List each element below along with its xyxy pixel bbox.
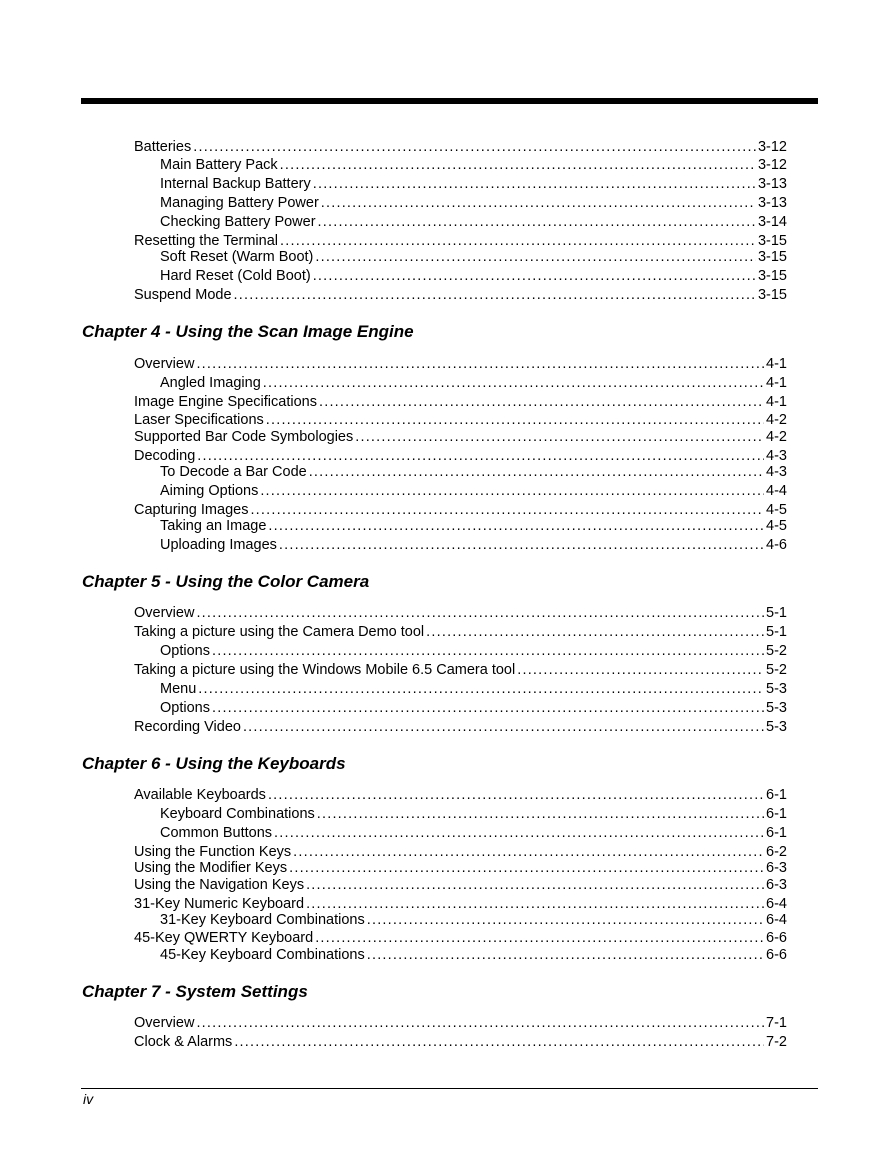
dot-leader [266, 412, 764, 428]
toc-entry[interactable] [134, 603, 787, 621]
toc-entry-label: Batteries [134, 139, 192, 155]
toc-entry-label: Laser Specifications [134, 412, 264, 428]
toc-entry-page: 5-2 [766, 643, 787, 659]
dot-leader [212, 643, 764, 659]
toc-entry-label: Suspend Mode [134, 287, 232, 303]
toc-entry-page: 5-2 [766, 662, 787, 678]
toc-entry-page: 5-1 [766, 605, 787, 621]
toc-entry-page: 3-14 [757, 214, 787, 230]
toc-entry[interactable] [134, 392, 787, 410]
dot-leader [274, 825, 764, 841]
toc-entry-label: 45-Key QWERTY Keyboard [134, 930, 314, 946]
toc-entry-page: 4-6 [766, 537, 787, 553]
dot-leader [234, 287, 756, 303]
toc-entry-label: Supported Bar Code Symbologies [134, 429, 354, 445]
dot-leader [198, 681, 764, 697]
toc-entry-page: 4-4 [766, 483, 787, 499]
toc-entry-page: 6-1 [766, 806, 787, 822]
toc-entry-label: Aiming Options [160, 483, 259, 499]
toc-entry-page: 4-1 [766, 394, 787, 410]
toc-entry-page: 3-12 [757, 157, 787, 173]
toc-entry-label: Internal Backup Battery [160, 176, 311, 192]
toc-entry-label: Decoding [134, 448, 196, 464]
toc-entry-page: 3-15 [757, 233, 787, 249]
toc-entry-page: 4-1 [766, 375, 787, 391]
dot-leader [426, 624, 764, 640]
toc-entry-label: Options [160, 643, 210, 659]
toc-entry-label: Managing Battery Power [160, 195, 319, 211]
toc-entry[interactable] [160, 266, 787, 284]
dot-leader [196, 605, 764, 621]
dot-leader [313, 268, 756, 284]
toc-entry-page: 4-1 [766, 356, 787, 372]
dot-leader [234, 1034, 764, 1050]
toc-entry-label: Using the Modifier Keys [134, 860, 288, 876]
dot-leader [321, 195, 756, 211]
toc-entry-page: 5-1 [766, 624, 787, 640]
toc-entry-label: Overview [134, 605, 195, 621]
toc-entry-label: To Decode a Bar Code [160, 464, 307, 480]
dot-leader [280, 157, 756, 173]
dot-leader [289, 860, 764, 876]
dot-leader [309, 464, 764, 480]
toc-entry-page: 6-4 [766, 912, 787, 928]
dot-leader [212, 700, 764, 716]
toc-entry-label: Main Battery Pack [160, 157, 278, 173]
toc-entry-page: 4-5 [766, 502, 787, 518]
toc-entry[interactable] [134, 285, 787, 303]
dot-leader [355, 429, 764, 445]
chapter-heading: Chapter 5 - Using the Color Camera [82, 572, 370, 591]
toc-entry[interactable] [160, 516, 787, 534]
toc-entry[interactable] [160, 193, 787, 211]
dot-leader [317, 806, 764, 822]
toc-entry-page: 4-2 [766, 429, 787, 445]
toc-entry-page: 3-15 [757, 268, 787, 284]
dot-leader [243, 719, 764, 735]
dot-leader [306, 877, 764, 893]
toc-entry-label: Hard Reset (Cold Boot) [160, 268, 311, 284]
toc-entry[interactable] [160, 535, 787, 553]
toc-entry-label: 45-Key Keyboard Combinations [160, 947, 365, 963]
toc-entry-page: 4-2 [766, 412, 787, 428]
toc-entry-label: Taking an Image [160, 518, 267, 534]
toc-entry-label: Angled Imaging [160, 375, 261, 391]
toc-entry-page: 6-6 [766, 947, 787, 963]
toc-entry-page: 4-3 [766, 464, 787, 480]
toc-entry[interactable] [160, 247, 787, 265]
toc-entry-page: 6-1 [766, 787, 787, 803]
toc-entry-label: Options [160, 700, 210, 716]
toc-entry[interactable] [160, 212, 787, 230]
toc-entry-page: 6-2 [766, 844, 787, 860]
toc-entry-label: 31-Key Numeric Keyboard [134, 896, 305, 912]
toc-entry[interactable] [134, 137, 787, 155]
footer-rule [81, 1088, 818, 1089]
toc-entry-page: 6-4 [766, 896, 787, 912]
toc-entry-label: Resetting the Terminal [134, 233, 279, 249]
toc-entry[interactable] [134, 858, 787, 876]
dot-leader [319, 394, 764, 410]
toc-entry-page: 6-3 [766, 877, 787, 893]
toc-entry-page: 5-3 [766, 719, 787, 735]
toc-entry-label: Image Engine Specifications [134, 394, 317, 410]
dot-leader [517, 662, 764, 678]
dot-leader [313, 176, 756, 192]
toc-entry[interactable] [134, 928, 787, 946]
chapter-heading: Chapter 6 - Using the Keyboards [82, 754, 346, 773]
toc-entry-page: 3-15 [757, 249, 787, 265]
toc-entry[interactable] [134, 354, 787, 372]
toc-entry-label: Using the Navigation Keys [134, 877, 305, 893]
dot-leader [263, 375, 764, 391]
toc-entry-page: 3-12 [757, 139, 787, 155]
toc-entry-page: 5-3 [766, 681, 787, 697]
toc-entry[interactable] [134, 1032, 787, 1050]
toc-entry-page: 3-13 [757, 176, 787, 192]
toc-entry[interactable] [134, 660, 787, 678]
dot-leader [268, 518, 764, 534]
toc-entry-page: 5-3 [766, 700, 787, 716]
toc-entry[interactable] [134, 622, 787, 640]
toc-entry-label: Clock & Alarms [134, 1034, 233, 1050]
toc-entry[interactable] [134, 1013, 787, 1031]
toc-entry-page: 7-1 [766, 1015, 787, 1031]
toc-entry[interactable] [160, 641, 787, 659]
toc-entry-page: 4-3 [766, 448, 787, 464]
header-rule [81, 98, 818, 104]
toc-entry[interactable] [134, 875, 787, 893]
toc-entry[interactable] [134, 785, 787, 803]
toc-entry-label: Uploading Images [160, 537, 277, 553]
toc-entry-page: 6-6 [766, 930, 787, 946]
toc-entry[interactable] [160, 679, 787, 697]
dot-leader [318, 214, 756, 230]
toc-entry[interactable] [160, 804, 787, 822]
toc-entry-page: 4-5 [766, 518, 787, 534]
toc-entry[interactable] [160, 174, 787, 192]
dot-leader [367, 947, 764, 963]
toc-entry[interactable] [160, 823, 787, 841]
dot-leader [260, 483, 764, 499]
toc-entry[interactable] [134, 410, 787, 428]
chapter-heading: Chapter 4 - Using the Scan Image Engine [82, 322, 414, 341]
toc-entry[interactable] [160, 155, 787, 173]
toc-entry[interactable] [160, 462, 787, 480]
toc-entry-label: Common Buttons [160, 825, 273, 841]
toc-entry-label: Taking a picture using the Windows Mobile 6.5 Camera tool [134, 662, 516, 678]
dot-leader [279, 537, 764, 553]
dot-leader [315, 930, 764, 946]
toc-entry-label: Keyboard Combinations [160, 806, 315, 822]
toc-entry-label: Overview [134, 356, 195, 372]
page-number: iv [83, 1091, 94, 1107]
toc-entry-label: Checking Battery Power [160, 214, 316, 230]
toc-entry-page: 6-1 [766, 825, 787, 841]
chapter-heading: Chapter 7 - System Settings [82, 982, 308, 1001]
toc-entry[interactable] [160, 910, 787, 928]
toc-entry-label: Available Keyboards [134, 787, 266, 803]
toc-entry-page: 7-2 [766, 1034, 787, 1050]
toc-entry-label: Taking a picture using the Camera Demo tool [134, 624, 425, 640]
toc-entry-page: 3-13 [757, 195, 787, 211]
toc-entry-label: Soft Reset (Warm Boot) [160, 249, 314, 265]
dot-leader [367, 912, 764, 928]
dot-leader [196, 356, 764, 372]
toc-entry-label: Menu [160, 681, 197, 697]
toc-entry[interactable] [160, 481, 787, 499]
toc-entry-label: 31-Key Keyboard Combinations [160, 912, 365, 928]
toc-entry[interactable] [134, 717, 787, 735]
dot-leader [268, 787, 764, 803]
toc-entry-label: Using the Function Keys [134, 844, 292, 860]
toc-entry[interactable] [160, 698, 787, 716]
toc-entry-label: Recording Video [134, 719, 241, 735]
toc-entry[interactable] [160, 945, 787, 963]
toc-entry-page: 3-15 [757, 287, 787, 303]
toc-entry[interactable] [134, 427, 787, 445]
dot-leader [315, 249, 756, 265]
dot-leader [193, 139, 756, 155]
toc-entry-label: Overview [134, 1015, 195, 1031]
toc-entry[interactable] [160, 373, 787, 391]
dot-leader [196, 1015, 764, 1031]
toc-entry-page: 6-3 [766, 860, 787, 876]
toc-entry-label: Capturing Images [134, 502, 249, 518]
